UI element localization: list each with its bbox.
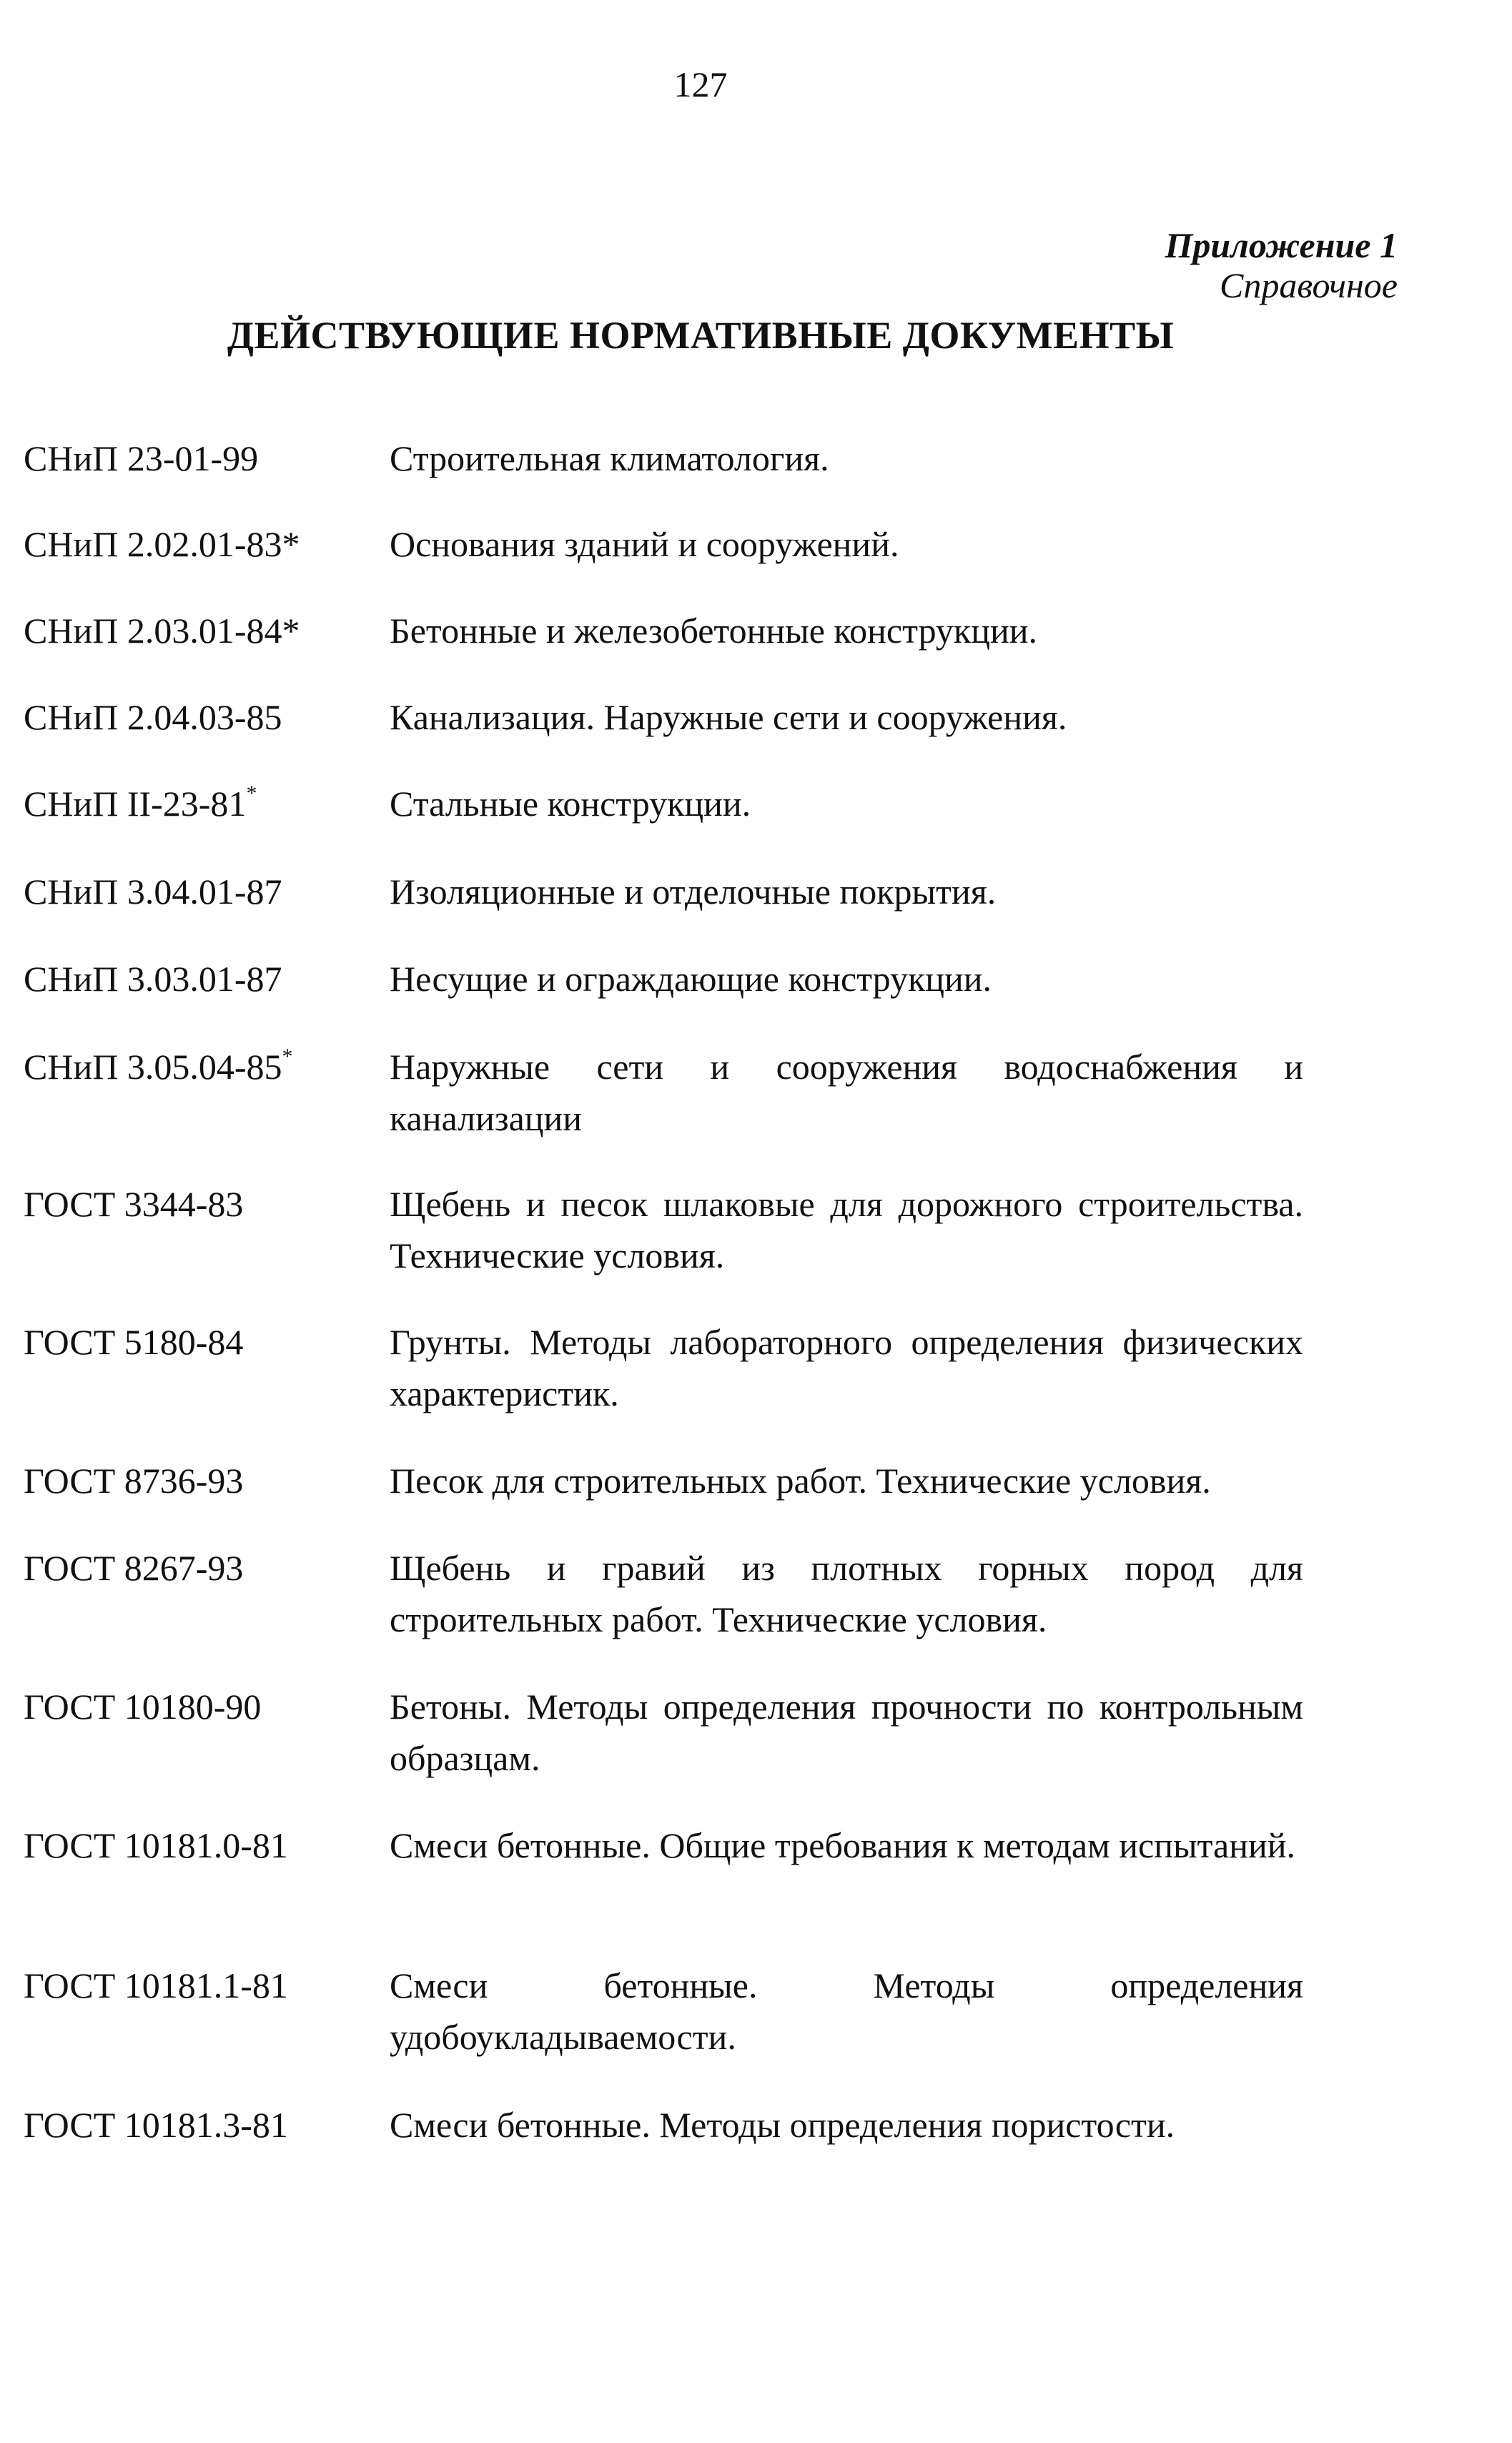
document-description: Канализация. Наружные сети и сооружения. (390, 697, 1067, 737)
document-code: ГОСТ 3344-83 (24, 1184, 244, 1224)
document-code: ГОСТ 10181.3-81 (24, 2105, 288, 2145)
page-heading: ДЕЙСТВУЮЩИЕ НОРМАТИВНЫЕ ДОКУМЕНТЫ (227, 314, 1175, 357)
document-description: Изоляционные и отделочные покрытия. (390, 872, 997, 912)
document-code: СНиП 3.03.01-87 (24, 959, 282, 999)
document-description: Строительная климатология. (390, 438, 829, 478)
appendix-label (1165, 225, 1398, 305)
document-code: ГОСТ 8736-93 (24, 1461, 244, 1501)
document-description: Несущие и ограждающие конструкции. (390, 959, 992, 999)
document-description: Смеси бетонные. Методы определения пористости. (390, 2105, 1175, 2145)
document-description: Наружные сети и сооружения водоснабжения и канализации (390, 1047, 1303, 1138)
document-code: ГОСТ 10180-90 (24, 1687, 262, 1727)
footnote-mark: * (282, 1045, 293, 1068)
footnote-mark: * (246, 781, 257, 805)
appendix-title: Приложение 1 (1165, 225, 1398, 265)
document-description: Бетонные и железобетонные конструкции. (390, 611, 1037, 651)
document-description: Стальные конструкции. (390, 784, 751, 824)
document-description: Грунты. Методы лабораторного определения физических характеристик. (390, 1322, 1303, 1413)
document-code: СНиП 2.03.01-84* (24, 611, 300, 651)
document-description: Щебень и гравий из плотных горных пород для строительных работ. Технические условия. (390, 1548, 1303, 1639)
document-code: ГОСТ 8267-93 (24, 1548, 244, 1588)
document-code: СНиП 3.05.04-85* (24, 1045, 293, 1087)
page-number: 127 (673, 64, 728, 104)
document-code: СНиП 2.04.03-85 (24, 697, 282, 737)
document-code: ГОСТ 10181.1-81 (24, 1965, 288, 2005)
document-description: Основания зданий и сооружений. (390, 524, 899, 564)
document-code: СНиП 23-01-99 (24, 438, 259, 478)
document-description: Бетоны. Методы определения прочности по контрольным образцам. (390, 1687, 1303, 1778)
document-description: Смеси бетонные. Общие требования к методам испытаний. (390, 1825, 1295, 1865)
document-description: Песок для строительных работ. Технические условия. (390, 1461, 1211, 1501)
document-code: ГОСТ 5180-84 (24, 1322, 244, 1362)
document-description: Смеси бетонные. Методы определения удобоукладываемости. (390, 1965, 1303, 2057)
appendix-subtitle: Справочное (1220, 265, 1398, 305)
document-description: Щебень и песок шлаковые для дорожного строительства. Технические условия. (390, 1184, 1303, 1275)
document-code: ГОСТ 10181.0-81 (24, 1825, 288, 1865)
document-code: СНиП 3.04.01-87 (24, 872, 282, 912)
document-code: СНиП II-23-81* (24, 781, 257, 824)
document-code: СНиП 2.02.01-83* (24, 524, 300, 564)
